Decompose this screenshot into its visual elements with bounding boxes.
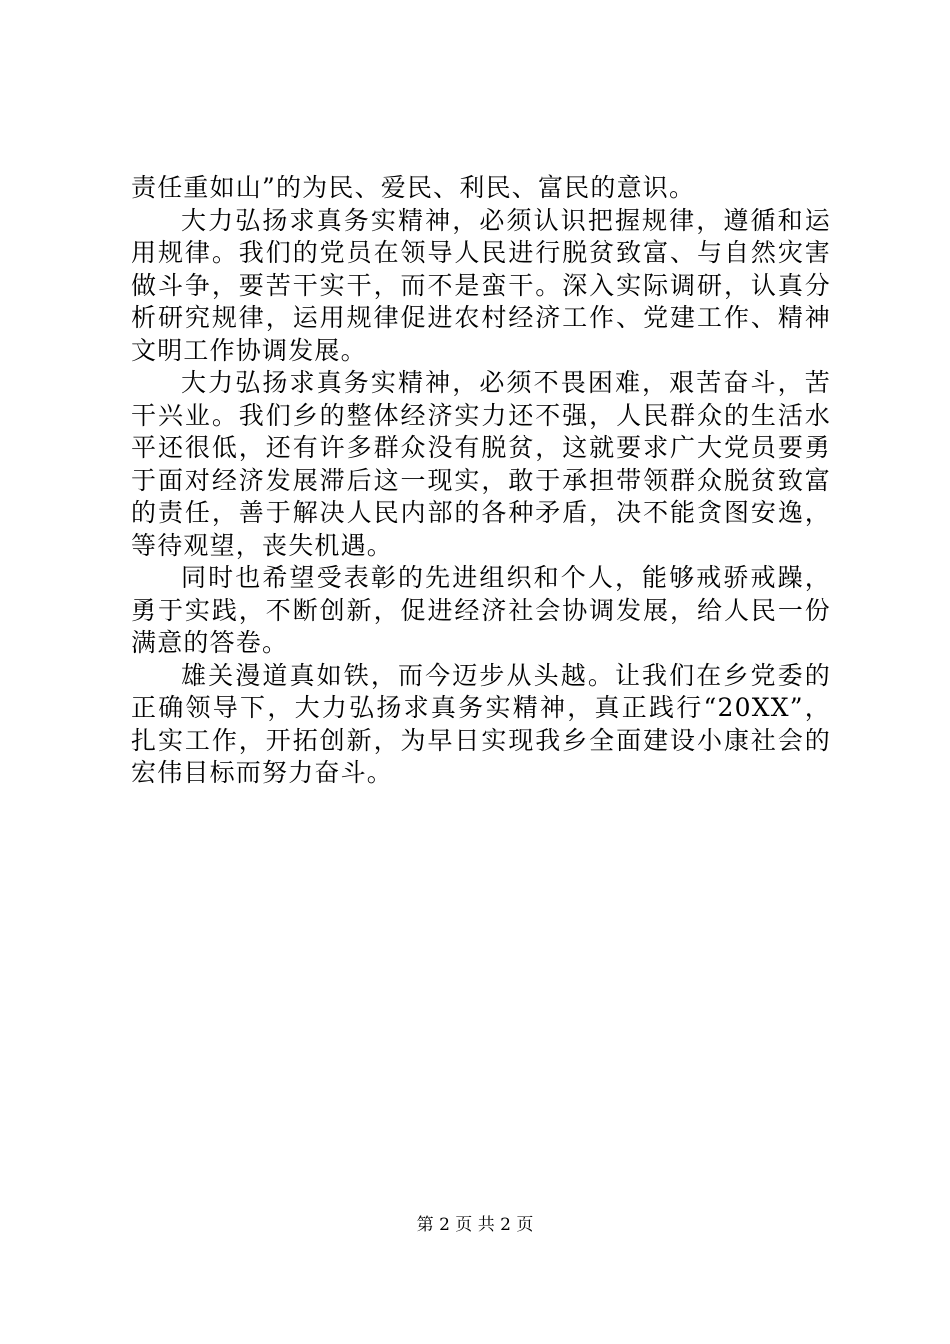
paragraph-law: 大力弘扬求真务实精神，必须认识把握规律，遵循和运用规律。我们的党员在领导人民进行脱贫致富、与自然灾害做斗争，要苦干实干，而不是蛮干。深入实际调研，认真分析研究规律，运用规律促进农村经济工作、党建工作、精神文明工作协调发展。 xyxy=(131,205,831,365)
paragraph-continuation: 责任重如山”的为民、爱民、利民、富民的意识。 xyxy=(131,173,696,202)
page-number-footer: 第 2 页 共 2 页 xyxy=(416,1215,534,1235)
document-body xyxy=(131,172,831,790)
paragraph-conclusion: 雄关漫道真如铁，而今迈步从头越。让我们在乡党委的正确领导下，大力弘扬求真务实精神，真正践行“20XX”，扎实工作，开拓创新，为早日实现我乡全面建设小康社会的宏伟目标而努力奋斗。 xyxy=(131,660,831,787)
paragraph-hardship: 大力弘扬求真务实精神，必须不畏困难，艰苦奋斗，苦干兴业。我们乡的整体经济实力还不强，人民群众的生活水平还很低，还有许多群众没有脱贫，这就要求广大党员要勇于面对经济发展滞后这一现实，敢于承担带领群众脱贫致富的责任，善于解决人民内部的各种矛盾，决不能贪图安逸，等待观望，丧失机遇。 xyxy=(131,368,831,560)
paragraph-commendation: 同时也希望受表彰的先进组织和个人，能够戒骄戒躁，勇于实践，不断创新，促进经济社会协调发展，给人民一份满意的答卷。 xyxy=(131,563,831,657)
